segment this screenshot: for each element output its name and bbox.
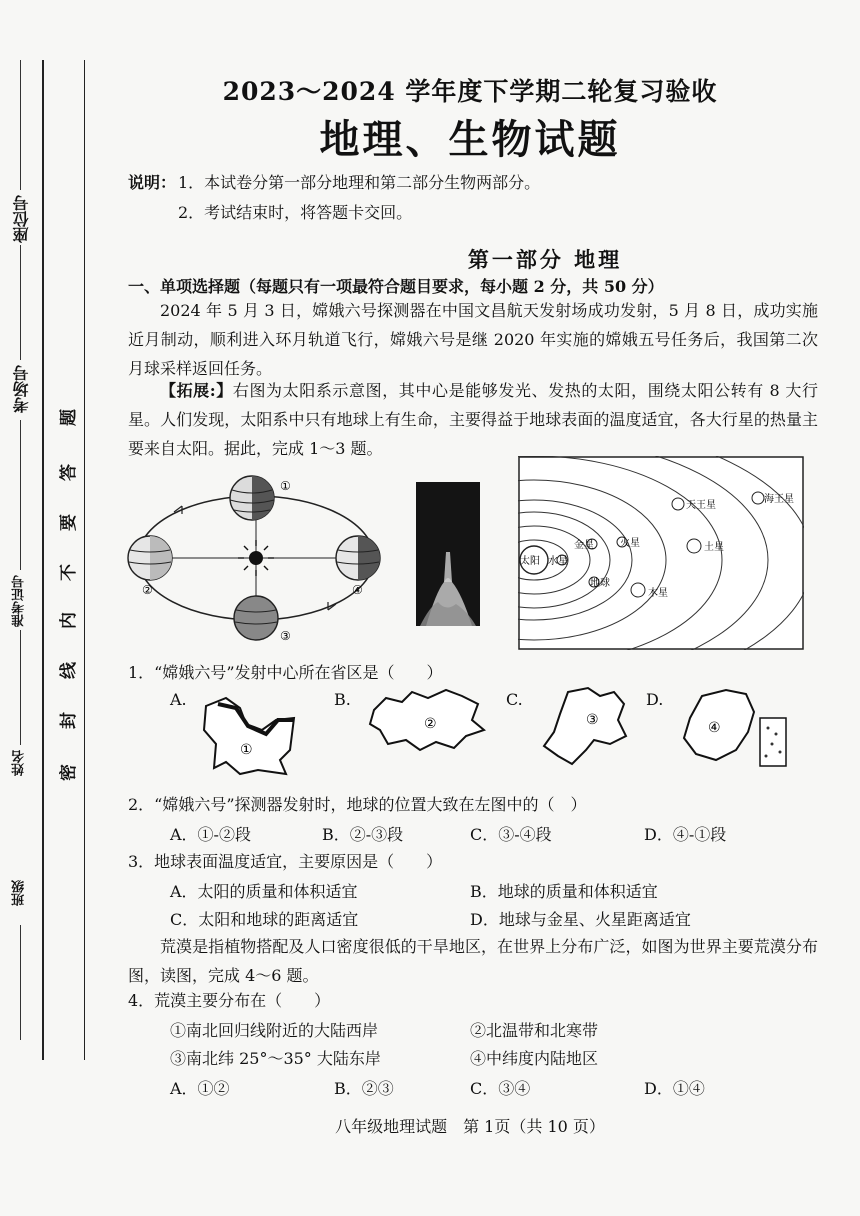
orbit-label-3: ③ (280, 629, 291, 643)
notes-label: 说明： (128, 173, 177, 192)
earth-position-4 (336, 536, 380, 580)
province-map-d (676, 684, 796, 772)
extension-text: 右图为太阳系示意图，其中心是能够发光、发热的太阳，围绕太阳公转有 8 大行星。人们发现，太阳系中只有地球上有生命，主要得益于地球表面的温度适宜，各大行星的热量主要来自太阳。据此，完成 1～3 题。 (128, 381, 818, 458)
solar-system-diagram (518, 456, 804, 650)
q3-option-d[interactable]: D．地球与金星、火星距离适宜 (470, 910, 691, 929)
q1-option-d[interactable]: D. (646, 690, 664, 709)
earth-label: 地球 (590, 578, 610, 589)
part-title: 第一部分 地理 (467, 247, 623, 272)
class-label: 班级 (12, 880, 27, 906)
province-map-b (366, 684, 490, 756)
seal-char-2: 封 (59, 712, 79, 729)
earth-position-2 (128, 536, 172, 580)
q3-option-a[interactable]: A．太阳的质量和体积适宜 (170, 882, 358, 901)
exam-number-field[interactable] (20, 420, 21, 570)
section-title: 一、单项选择题（每题只有一项最符合题目要求，每小题 2 分，共 50 分） (128, 277, 664, 296)
exam-title: 2023～2024 学年度下学期二轮复习验收 (222, 77, 718, 106)
name-label: 姓名 (12, 750, 27, 776)
seal-char-6: 要 (59, 514, 79, 531)
exam-subtitle: 地理、生物试题 (319, 116, 621, 163)
binding-line-outer (42, 60, 44, 1060)
q2-option-d[interactable]: D．④-①段 (644, 825, 727, 844)
mercury-label: 水星 (548, 556, 568, 567)
q1-option-c[interactable]: C. (506, 690, 523, 709)
q2-option-c[interactable]: C．③-④段 (470, 825, 552, 844)
question-3-stem: 3．地球表面温度适宜，主要原因是（ ） (128, 852, 443, 871)
q4-option-b[interactable]: B．②③ (334, 1079, 394, 1098)
class-field[interactable] (20, 925, 21, 1040)
map-a-number: ① (240, 742, 253, 758)
q2-option-a[interactable]: A．①-②段 (170, 825, 251, 844)
jupiter-label: 木星 (648, 588, 668, 599)
earth-orbit-diagram (120, 468, 392, 648)
desert-intro-paragraph: 荒漠是指植物搭配及人口密度很低的干旱地区，在世界上分布广泛，如图为世界主要荒漠分布图，读图，完成 4～6 题。 (128, 937, 818, 985)
mars-label: 火星 (620, 538, 640, 549)
orbit-label-1: ① (280, 479, 291, 493)
map-b-number: ② (424, 716, 437, 732)
q4-statement-3: ③南北纬 25°～35° 大陆东岸 (170, 1049, 381, 1068)
map-d-number: ④ (708, 720, 721, 736)
seat-number-label: 座位号 (12, 195, 31, 243)
exam-room-label: 考场号 (12, 365, 31, 413)
seal-char-3: 线 (59, 662, 79, 679)
rocket-launch-photo (416, 482, 480, 626)
seat-number-field[interactable] (20, 60, 21, 190)
question-2-stem: 2．“嫦娥六号”探测器发射时，地球的位置大致在左图中的（ ） (128, 795, 587, 814)
q1-option-b[interactable]: B. (334, 690, 351, 709)
province-map-c (538, 684, 630, 768)
name-field[interactable] (20, 630, 21, 745)
seal-char-8: 题 (59, 409, 79, 426)
uranus-label: 天王星 (686, 500, 716, 511)
q3-option-b[interactable]: B．地球的质量和体积适宜 (470, 882, 658, 901)
binding-line-inner (84, 60, 85, 1060)
note-2: 2．考试结束时，将答题卡交回。 (178, 203, 413, 222)
extension-label: 【拓展:】 (160, 381, 233, 400)
question-4-stem: 4．荒漠主要分布在（ ） (128, 991, 331, 1010)
map-c-number: ③ (586, 712, 599, 728)
q4-option-d[interactable]: D．①④ (644, 1079, 705, 1098)
question-1-stem: 1．“嫦娥六号”发射中心所在省区是（ ） (128, 663, 443, 682)
earth-position-3 (234, 596, 278, 640)
q2-option-b[interactable]: B．②-③段 (322, 825, 404, 844)
saturn-label: 土星 (704, 542, 724, 553)
orbit-label-2: ② (142, 583, 153, 597)
seal-char-5: 不 (59, 564, 79, 581)
exam-number-label: 准考证号 (12, 575, 27, 627)
q4-statement-4: ④中纬度内陆地区 (470, 1049, 599, 1068)
extension-paragraph (128, 376, 818, 463)
earth-position-1 (230, 476, 274, 520)
seal-char-1: 密 (59, 764, 79, 781)
page-footer: 八年级地理试题 第 1页（共 10 页） (335, 1117, 605, 1136)
venus-label: 金星 (574, 540, 594, 551)
neptune-label: 海王星 (764, 494, 794, 505)
note-1: 1．本试卷分第一部分地理和第二部分生物两部分。 (178, 173, 541, 192)
sun-label: 太阳 (520, 556, 540, 567)
province-map-a (196, 690, 300, 778)
q1-option-a[interactable]: A. (170, 690, 187, 709)
seal-char-7: 答 (59, 464, 79, 481)
q3-option-c[interactable]: C．太阳和地球的距离适宜 (170, 910, 359, 929)
q4-option-a[interactable]: A．①② (170, 1079, 230, 1098)
intro-paragraph: 2024 年 5 月 3 日，嫦娥六号探测器在中国文昌航天发射场成功发射，5 月 8 日，成功实施近月制动，顺利进入环月轨道飞行，嫦娥六号是继 2020 年实施的嫦娥五号任务后，我国第二次月球采样返回任务。 (128, 301, 818, 378)
seal-char-4: 内 (59, 612, 79, 629)
q4-option-c[interactable]: C．③④ (470, 1079, 531, 1098)
q4-statement-2: ②北温带和北寒带 (470, 1021, 599, 1040)
orbit-label-4: ④ (352, 583, 363, 597)
q4-statement-1: ①南北回归线附近的大陆西岸 (170, 1021, 379, 1040)
